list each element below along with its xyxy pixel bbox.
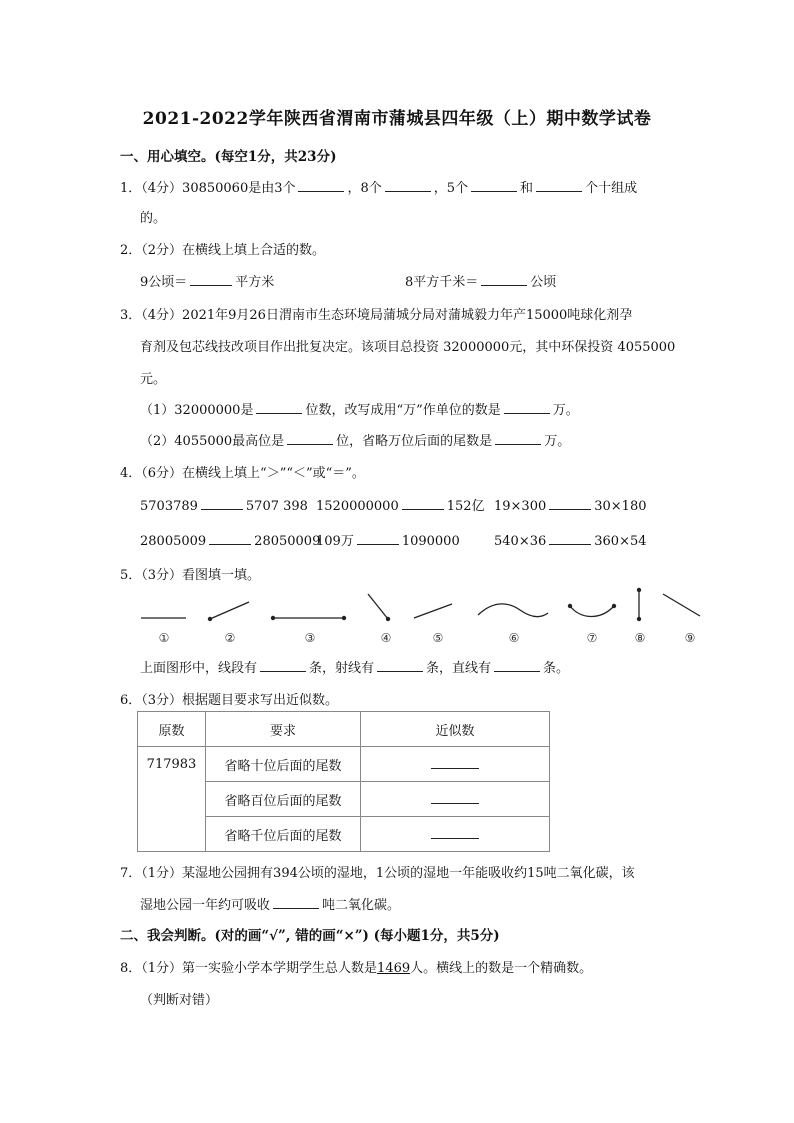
answer-blank[interactable] xyxy=(260,657,306,672)
approximation-table xyxy=(137,711,550,852)
question-5-answer: 上面图形中，线段有 条，射线有 条，直线有 条。 xyxy=(140,657,569,676)
figure-label: ⑦ xyxy=(586,631,598,645)
compare-item: 19×300 30×180 xyxy=(494,495,647,514)
endpoint-dot xyxy=(342,616,346,620)
question-1: 1．（4分）30850060是由3个 ，8个 ，5个 和 个十组成 xyxy=(120,177,637,196)
figure-7-curve xyxy=(570,606,614,617)
question-1-cont: 的。 xyxy=(140,211,167,226)
table-header-row xyxy=(138,712,550,747)
endpoint-dot xyxy=(271,616,275,620)
answer-blank[interactable] xyxy=(549,495,591,510)
figure-label: ③ xyxy=(304,631,316,645)
endpoint-dot xyxy=(637,588,641,592)
question-5-stem: 5．（3分）看图填一填。 xyxy=(120,568,261,583)
answer-blank[interactable] xyxy=(495,430,541,445)
answer-blank[interactable] xyxy=(357,530,399,545)
question-2-stem: 2．（2分）在横线上填上合适的数。 xyxy=(120,243,326,258)
answer-blank[interactable] xyxy=(287,430,333,445)
endpoint-dot xyxy=(612,604,616,608)
answer-cell xyxy=(361,817,550,852)
answer-blank[interactable] xyxy=(298,177,344,192)
question-4-stem: 4．（6分）在横线上填上“＞”“＜”或“＝”。 xyxy=(120,466,365,481)
answer-blank[interactable] xyxy=(431,756,479,769)
requirement-cell: 省略百位后面的尾数 xyxy=(206,782,361,817)
answer-blank[interactable] xyxy=(190,271,232,286)
compare-item: 28005009 28050009 xyxy=(140,530,320,549)
requirement-cell: 省略千位后面的尾数 xyxy=(206,817,361,852)
answer-blank[interactable] xyxy=(377,657,423,672)
question-6-stem: 6．（3分）根据题目要求写出近似数。 xyxy=(120,693,339,708)
endpoint-dot xyxy=(568,604,572,608)
question-8-judge: （判断对错） xyxy=(140,993,219,1008)
page-title: 2021-2022学年陕西省渭南市蒲城县四年级（上）期中数学试卷 xyxy=(142,109,652,129)
answer-blank[interactable] xyxy=(256,399,302,414)
answer-blank[interactable] xyxy=(549,530,591,545)
figure-label: ⑧ xyxy=(634,631,646,645)
section-1-heading: 一、用心填空。(每空1分，共23分) xyxy=(120,149,337,165)
answer-blank[interactable] xyxy=(471,177,517,192)
question-3-part1: （1）32000000是 位数，改写成用“万”作单位的数是 万。 xyxy=(140,399,579,418)
question-3-line1: 3．（4分）2021年9月26日渭南市生态环境局蒲城分局对蒲城毅力年产15000吨球化剂孕 xyxy=(120,308,633,323)
figure-label: ⑥ xyxy=(508,631,520,645)
answer-blank[interactable] xyxy=(431,791,479,804)
answer-blank[interactable] xyxy=(536,177,582,192)
question-7-line2: 湿地公园一年约可吸收 吨二氧化碳。 xyxy=(140,894,400,913)
figure-4-ray xyxy=(368,594,388,619)
figure-6-curve xyxy=(478,604,548,617)
question-3-line3: 元。 xyxy=(140,372,167,387)
answer-blank[interactable] xyxy=(504,399,550,414)
answer-blank[interactable] xyxy=(431,826,479,839)
table-header: 原数 xyxy=(138,712,206,747)
figure-label: ⑤ xyxy=(432,631,444,645)
figure-5-line xyxy=(414,604,452,618)
endpoint-dot xyxy=(208,617,212,621)
question-3-line2: 育剂及包芯线技改项目作出批复决定。该项目总投资 32000000元，其中环保投资 4055000 xyxy=(140,340,676,355)
underlined-number: 1469 xyxy=(377,961,411,976)
answer-blank[interactable] xyxy=(481,271,527,286)
compare-item: 109万 1090000 xyxy=(316,530,460,549)
question-2-left: 9公顷＝ 平方米 xyxy=(140,271,274,290)
figure-2-ray xyxy=(210,602,249,619)
figure-label: ⑨ xyxy=(684,631,696,645)
answer-blank[interactable] xyxy=(201,495,243,510)
question-8: 8．（1分）第一实验小学本学期学生总人数是1469人。横线上的数是一个精确数。 xyxy=(120,961,593,976)
endpoint-dot xyxy=(637,617,641,621)
figure-label: ② xyxy=(224,631,236,645)
question-7-line1: 7．（1分）某湿地公园拥有394公顷的湿地，1公顷的湿地一年能吸收约15吨二氧化碳，该 xyxy=(120,866,635,881)
answer-blank[interactable] xyxy=(402,495,444,510)
compare-item: 540×36 360×54 xyxy=(494,530,647,549)
table-header: 要求 xyxy=(206,712,361,747)
figure-9-line xyxy=(663,594,700,616)
table-header: 近似数 xyxy=(361,712,550,747)
compare-item: 1520000000 152亿 xyxy=(316,495,485,514)
answer-blank[interactable] xyxy=(494,657,540,672)
requirement-cell: 省略十位后面的尾数 xyxy=(206,747,361,782)
figure-label: ④ xyxy=(380,631,392,645)
section-2-heading: 二、我会判断。(对的画“√”, 错的画“×”) (每小题1分，共5分) xyxy=(120,928,500,944)
answer-blank[interactable] xyxy=(273,894,319,909)
answer-cell xyxy=(361,747,550,782)
line-figures xyxy=(0,585,794,650)
answer-blank[interactable] xyxy=(209,530,251,545)
table-row xyxy=(138,747,550,782)
question-3-part2: （2）4055000最高位是 位，省略万位后面的尾数是 万。 xyxy=(140,430,570,449)
question-2-right: 8平方千米＝ 公顷 xyxy=(405,271,556,290)
compare-item: 5703789 5707 398 xyxy=(140,495,308,514)
answer-cell xyxy=(361,782,550,817)
endpoint-dot xyxy=(386,617,390,621)
original-number: 717983 xyxy=(138,747,206,852)
answer-blank[interactable] xyxy=(385,177,431,192)
figure-label: ① xyxy=(158,631,170,645)
